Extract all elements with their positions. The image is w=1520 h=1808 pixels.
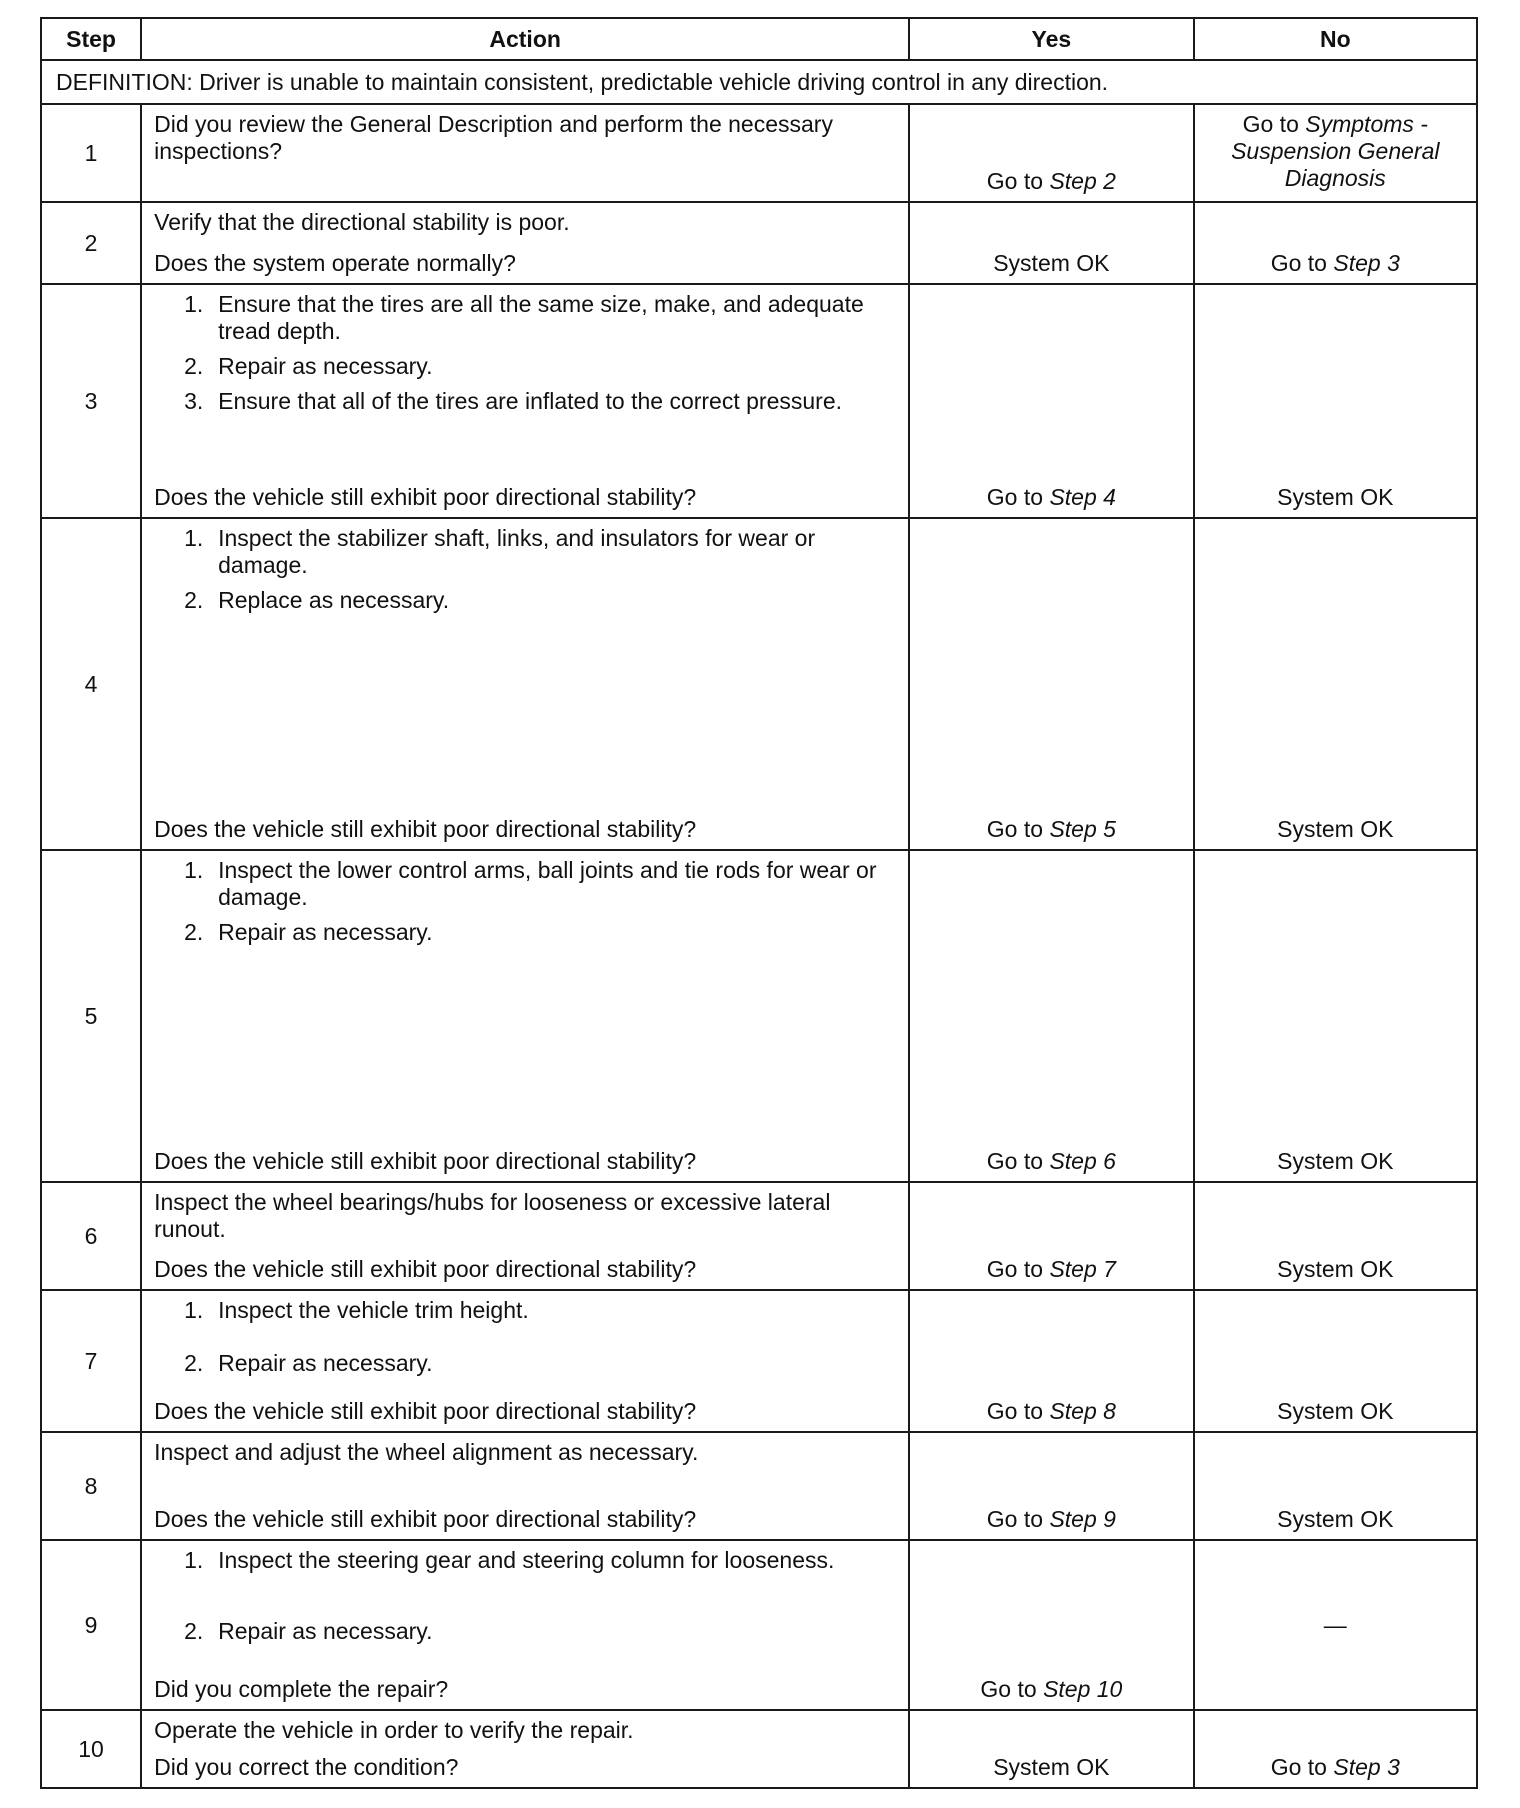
yes-cell (909, 1540, 1193, 1710)
table-row (41, 202, 1477, 284)
no-ref-line3: Diagnosis (1284, 165, 1386, 191)
header-yes: Yes (909, 18, 1193, 60)
item-number: 1. (184, 1547, 204, 1573)
diagnostic-table (40, 17, 1478, 1789)
yes-cell (909, 1182, 1193, 1290)
step-number: 6 (41, 1182, 141, 1290)
yes-prefix: Go to (986, 168, 1050, 194)
no-ref-line1: Symptoms - (1305, 111, 1428, 137)
action-cell (141, 850, 909, 1182)
action-list (154, 525, 896, 614)
step-number: 2 (41, 202, 141, 284)
yes-step-ref: Step 10 (1043, 1676, 1123, 1702)
yes-prefix: Go to (980, 1676, 1044, 1702)
action-cell (141, 1290, 909, 1432)
no-cell: System OK (1194, 1182, 1477, 1290)
step-number: 10 (41, 1710, 141, 1788)
action-text: Inspect and adjust the wheel alignment as necessary. (154, 1439, 699, 1465)
action-question: Does the vehicle still exhibit poor directional stability? (154, 816, 697, 842)
list-item (184, 291, 896, 345)
yes-step-ref: Step 7 (1049, 1256, 1116, 1282)
action-list (154, 291, 896, 415)
definition-row (41, 60, 1477, 104)
yes-cell: System OK (909, 202, 1193, 284)
item-number: 1. (184, 291, 204, 317)
header-step: Step (41, 18, 141, 60)
action-list (154, 1547, 896, 1645)
step-number: 7 (41, 1290, 141, 1432)
action-list (154, 1297, 896, 1377)
no-step-ref: Step 3 (1333, 1754, 1400, 1780)
yes-prefix: Go to (986, 816, 1050, 842)
yes-prefix: Go to (986, 1148, 1050, 1174)
yes-prefix: Go to (986, 484, 1050, 510)
step-number: 9 (41, 1540, 141, 1710)
yes-step-ref: Step 8 (1049, 1398, 1116, 1424)
yes-step-ref: Step 4 (1049, 484, 1116, 510)
action-cell (141, 1182, 909, 1290)
no-prefix: Go to (1270, 1754, 1334, 1780)
action-cell (141, 1710, 909, 1788)
action-question: Does the vehicle still exhibit poor directional stability? (154, 1256, 697, 1282)
item-number: 2. (184, 1350, 204, 1376)
action-cell (141, 284, 909, 518)
item-number: 3. (184, 388, 204, 414)
action-question: Does the vehicle still exhibit poor directional stability? (154, 1398, 697, 1424)
list-item (184, 919, 896, 946)
no-step-ref: Step 3 (1333, 250, 1400, 276)
table-row (41, 284, 1477, 518)
list-item (184, 525, 896, 579)
definition-text: DEFINITION: Driver is unable to maintain consistent, predictable vehicle driving control in any direction. (41, 60, 1477, 104)
step-number: 3 (41, 284, 141, 518)
item-text: Ensure that the tires are all the same size, make, and adequate tread depth. (218, 291, 864, 344)
table-row (41, 518, 1477, 850)
table-row (41, 850, 1477, 1182)
item-text: Inspect the stabilizer shaft, links, and insulators for wear or damage. (218, 525, 816, 578)
step-number: 4 (41, 518, 141, 850)
no-cell: System OK (1194, 1432, 1477, 1540)
no-cell: — (1194, 1540, 1477, 1710)
yes-cell (909, 1290, 1193, 1432)
yes-prefix: Go to (986, 1398, 1050, 1424)
action-cell (141, 104, 909, 202)
action-cell (141, 1432, 909, 1540)
action-list (154, 857, 896, 946)
header-row (41, 18, 1477, 60)
item-number: 2. (184, 1618, 204, 1644)
no-cell: System OK (1194, 850, 1477, 1182)
yes-step-ref: Step 5 (1049, 816, 1116, 842)
action-question: Does the vehicle still exhibit poor directional stability? (154, 1148, 697, 1174)
list-item (184, 1547, 896, 1574)
item-text: Repair as necessary. (218, 353, 433, 379)
no-cell (1194, 202, 1477, 284)
list-item (184, 587, 896, 614)
action-cell (141, 1540, 909, 1710)
table-row (41, 1182, 1477, 1290)
no-cell: System OK (1194, 1290, 1477, 1432)
item-text: Repair as necessary. (218, 919, 433, 945)
item-number: 1. (184, 525, 204, 551)
item-number: 2. (184, 587, 204, 613)
no-prefix: Go to (1242, 111, 1306, 137)
no-cell: System OK (1194, 518, 1477, 850)
header-no: No (1194, 18, 1477, 60)
item-text: Inspect the lower control arms, ball joints and tie rods for wear or damage. (218, 857, 877, 910)
step-number: 1 (41, 104, 141, 202)
item-text: Inspect the steering gear and steering column for looseness. (218, 1547, 835, 1573)
item-number: 2. (184, 919, 204, 945)
yes-cell (909, 850, 1193, 1182)
yes-cell: System OK (909, 1710, 1193, 1788)
step-number: 5 (41, 850, 141, 1182)
no-cell (1194, 1710, 1477, 1788)
item-text: Ensure that all of the tires are inflated to the correct pressure. (218, 388, 842, 414)
action-text: Verify that the directional stability is poor. (154, 209, 570, 235)
no-prefix: Go to (1270, 250, 1334, 276)
action-cell (141, 518, 909, 850)
yes-step-ref: Step 6 (1049, 1148, 1116, 1174)
item-text: Repair as necessary. (218, 1350, 433, 1376)
step-number: 8 (41, 1432, 141, 1540)
table-row (41, 1290, 1477, 1432)
item-text: Inspect the vehicle trim height. (218, 1297, 529, 1323)
yes-step-ref: Step 9 (1049, 1506, 1116, 1532)
action-text: Inspect the wheel bearings/hubs for looseness or excessive lateral runout. (154, 1189, 831, 1242)
item-text: Replace as necessary. (218, 587, 450, 613)
action-question: Did you complete the repair? (154, 1676, 449, 1702)
action-question: Did you correct the condition? (154, 1754, 459, 1780)
action-question: Does the vehicle still exhibit poor directional stability? (154, 484, 697, 510)
item-number: 2. (184, 353, 204, 379)
yes-cell (909, 104, 1193, 202)
action-question: Does the vehicle still exhibit poor directional stability? (154, 1506, 697, 1532)
no-cell: System OK (1194, 284, 1477, 518)
list-item (184, 388, 896, 415)
action-cell (141, 202, 909, 284)
list-item (184, 353, 896, 380)
item-number: 1. (184, 857, 204, 883)
item-text: Repair as necessary. (218, 1618, 433, 1644)
list-item (184, 1350, 896, 1377)
yes-prefix: Go to (986, 1256, 1050, 1282)
item-number: 1. (184, 1297, 204, 1323)
no-ref-line2: Suspension General (1231, 138, 1440, 164)
yes-cell (909, 1432, 1193, 1540)
action-question: Does the system operate normally? (154, 250, 516, 276)
yes-cell (909, 518, 1193, 850)
yes-prefix: Go to (986, 1506, 1050, 1532)
no-cell (1194, 104, 1477, 202)
action-text: Operate the vehicle in order to verify the repair. (154, 1717, 634, 1743)
header-action: Action (141, 18, 909, 60)
table-row (41, 1432, 1477, 1540)
list-item (184, 857, 896, 911)
yes-cell (909, 284, 1193, 518)
table-row (41, 1540, 1477, 1710)
table-row (41, 1710, 1477, 1788)
table-row (41, 104, 1477, 202)
list-item (184, 1618, 896, 1645)
yes-step-ref: Step 2 (1049, 168, 1116, 194)
list-item (184, 1297, 896, 1324)
action-text: Did you review the General Description and perform the necessary inspections? (154, 111, 833, 164)
